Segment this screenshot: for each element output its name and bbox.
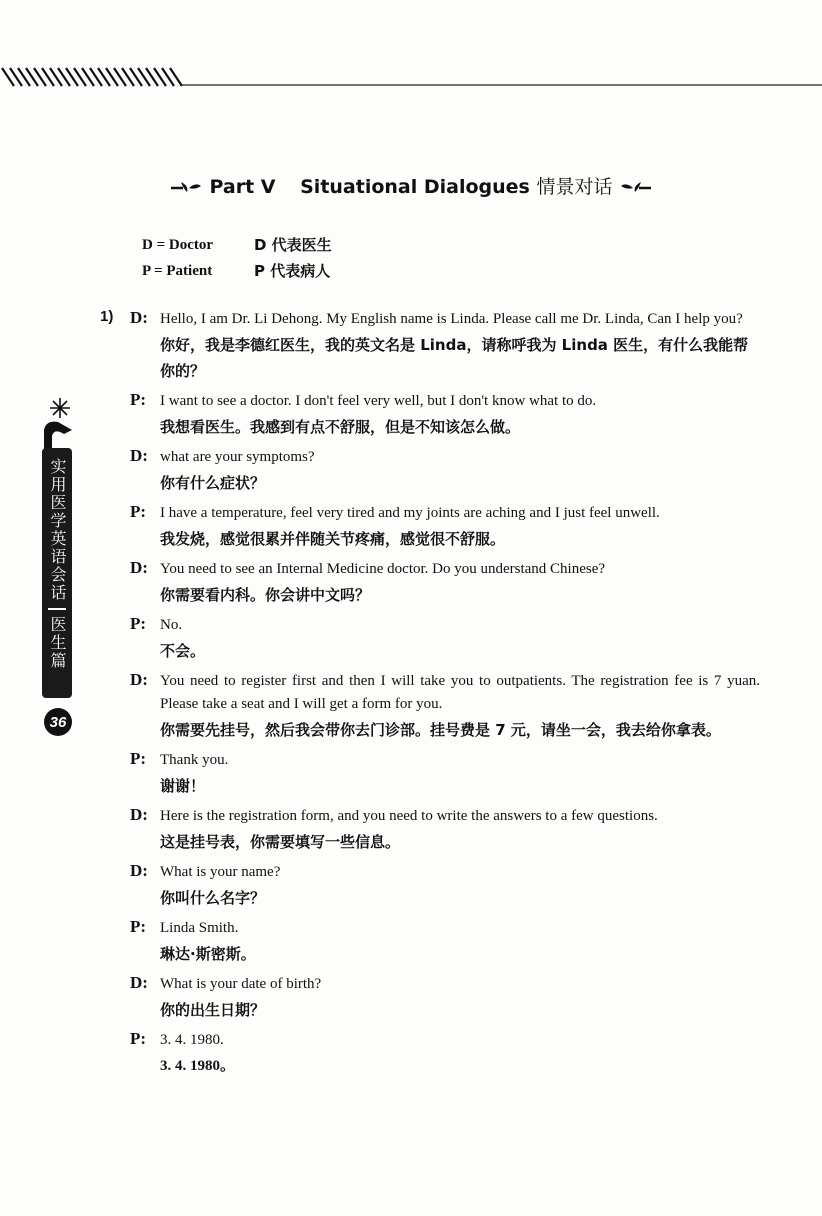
ornament-left-icon: [169, 178, 203, 198]
english-line: 3. 4. 1980.: [160, 1032, 224, 1048]
chinese-line: 你叫什么名字？: [160, 889, 266, 907]
dialogue-turn: [100, 390, 760, 440]
dialogue-turn: [100, 308, 760, 384]
chinese-line: 你的出生日期？: [160, 1001, 266, 1019]
chinese-line: 不会。: [160, 642, 206, 660]
chinese-line: 你好，我是李德红医生，我的英文名是 Linda，请称呼我为 Linda 医生，有什么我能帮你的？: [160, 336, 749, 380]
legend-row-patient: [142, 258, 332, 284]
english-line: Here is the registration form, and you need to write the answers to a few questions.: [160, 808, 658, 824]
english-line: You need to see an Internal Medicine doctor. Do you understand Chinese?: [160, 561, 606, 577]
english-line: No.: [160, 617, 183, 633]
english-line: what are your symptoms?: [160, 449, 315, 465]
speaker-label: P :: [130, 749, 146, 769]
dialogue-turn: [100, 973, 760, 1023]
english-line: Linda Smith.: [160, 920, 239, 936]
dialogue-turn: [100, 917, 760, 967]
chinese-line: 我发烧，感觉很累并伴随关节疼痛，感觉很不舒服。: [160, 530, 506, 548]
english-line: I have a temperature, feel very tired and my joints are aching and I just feel unwell.: [160, 505, 660, 521]
dialogue-turn: [100, 558, 760, 608]
speaker-label: P :: [130, 917, 146, 937]
header-rule: [0, 60, 822, 90]
dialogue: [100, 308, 760, 1085]
legend-row-doctor: [142, 232, 332, 258]
divider: [48, 608, 66, 610]
speaker-label: D :: [130, 308, 148, 328]
chinese-line: 琳达·斯密斯。: [160, 945, 256, 963]
dialogue-number: 1): [100, 308, 114, 325]
dialogue-turn: [100, 614, 760, 664]
english-line: What is your name?: [160, 864, 281, 880]
english-line: Hello, I am Dr. Li Dehong. My English name is Linda. Please call me Dr. Linda, Can I help you?: [160, 311, 743, 327]
chinese-line: 3. 4. 1980。: [160, 1058, 236, 1074]
speaker-label: D :: [130, 805, 148, 825]
dialogue-turn: [100, 670, 760, 743]
speaker-label: P :: [130, 502, 146, 522]
chinese-line: 你有什么症状？: [160, 474, 266, 492]
speaker-label: P :: [130, 1029, 146, 1049]
speaker-label: D :: [130, 973, 148, 993]
dialogue-turn: [100, 749, 760, 799]
chinese-line: 这是挂号表，你需要填写一些信息。: [160, 833, 401, 851]
side-tab: [40, 398, 80, 738]
dialogue-turn: [100, 502, 760, 552]
legend-key: P = Patient: [142, 263, 213, 279]
volume-label: 医生篇: [48, 616, 67, 670]
legend-key: D = Doctor: [142, 237, 214, 253]
part-label: Part Ⅴ: [209, 176, 276, 198]
page-number: 36: [44, 708, 72, 736]
speaker-label: P :: [130, 614, 146, 634]
speaker-label: D :: [130, 861, 148, 881]
chinese-line: 谢谢！: [160, 777, 206, 795]
english-line: You need to register first and then I will take you to outpatients. The registration fee is 7 yuan. Please take a seat and I will get a form for you.: [160, 673, 760, 712]
speaker-label: P :: [130, 390, 146, 410]
dialogue-turn: [100, 1029, 760, 1079]
tab-curl-icon: [40, 416, 80, 452]
speaker-label: D :: [130, 446, 148, 466]
dialogue-turn: [100, 805, 760, 855]
speaker-label: D :: [130, 670, 148, 690]
chinese-line: 我想看医生。我感到有点不舒服，但是不知该怎么做。: [160, 418, 521, 436]
dialogue-turn: [100, 861, 760, 911]
english-line: Thank you.: [160, 752, 229, 768]
english-line: I want to see a doctor. I don't feel very well, but I don't know what to do.: [160, 393, 597, 409]
english-line: What is your date of birth?: [160, 976, 322, 992]
title-chinese: 情景对话: [536, 176, 613, 198]
chinese-line: 你需要看内科。你会讲中文吗？: [160, 586, 371, 604]
book-title-bar: [42, 448, 72, 698]
dialogue-turn: [100, 446, 760, 496]
book-title: 实用医学英语会话: [48, 458, 67, 602]
ornament-right-icon: [619, 178, 653, 198]
legend-value: D 代表医生: [254, 236, 332, 254]
section-title: [0, 172, 822, 199]
legend-value: P 代表病人: [254, 262, 331, 280]
speaker-label: D :: [130, 558, 148, 578]
speaker-legend: [142, 232, 332, 284]
chinese-line: 你需要先挂号，然后我会带你去门诊部。挂号费是 7 元，请坐一会，我去给你拿表。: [160, 721, 721, 739]
title-english: Situational Dialogues: [300, 176, 530, 198]
sparkle-icon: [50, 398, 70, 418]
